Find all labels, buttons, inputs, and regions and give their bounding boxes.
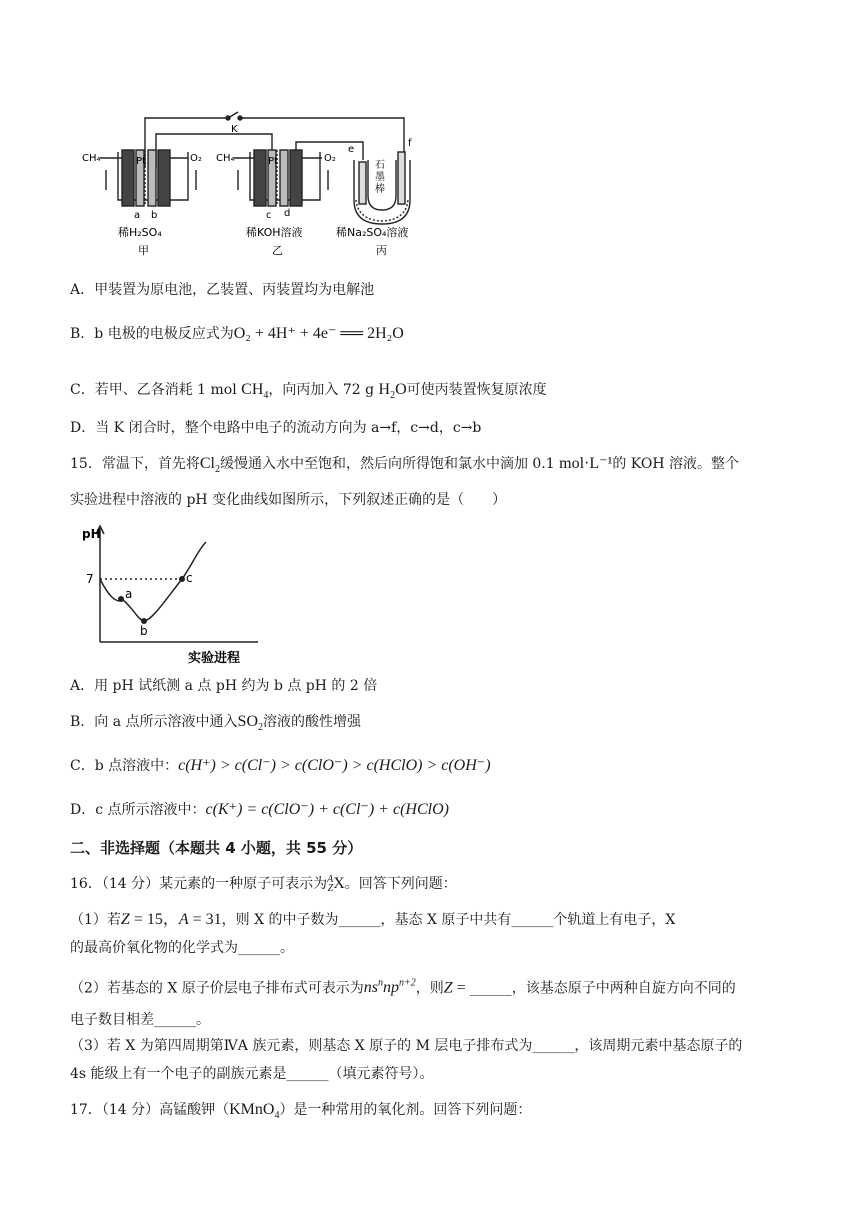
x-axis-label: 实验进程 <box>188 651 241 666</box>
q14-option-c <box>70 380 547 406</box>
q14-option-c-text2: ，向丙加入 72 g <box>268 382 379 398</box>
q15-stem-line1 <box>70 454 739 480</box>
q16-stem-text2: 。回答下列问题： <box>344 876 457 892</box>
electrode-a: a <box>134 210 141 221</box>
point-c <box>179 576 185 582</box>
so2-formula: $SO_2$ <box>237 713 263 734</box>
z-symbol: Z <box>443 979 453 997</box>
q16-part2: （2）若基态的 X 原子价层电子排布式可表示为$ns^nnp^{n+2}$，则Z = ______，该基态原子中两种自旋方向不同的 <box>70 978 736 997</box>
caption-jia-solution: 稀H₂SO₄ <box>118 226 162 239</box>
caption-bing-solution: 稀Na₂SO₄溶液 <box>336 226 409 239</box>
point-b-label: b <box>140 624 148 638</box>
q15-option-c <box>70 756 491 776</box>
q15-option-c-expression: c(H⁺) > c(Cl⁻) > c(ClO⁻) > c(HClO) > c(OH⁻) <box>178 757 491 774</box>
q16-part3: （3）若 X 为第四周期第ⅣA 族元素，则基态 X 原子的 M 层电子排布式为______，该周期元素中基态原子的 <box>70 1038 743 1054</box>
q15-text1: 15．常温下，首先将 <box>70 456 200 472</box>
ch4-formula: $CH_4$ <box>241 381 269 402</box>
pt-label-jia: Pt <box>136 156 146 167</box>
valence-config: $ns^nnp^{n+2}$ <box>363 978 416 997</box>
q14-option-b-text: B．b 电极的电极反应式为 <box>70 326 234 342</box>
q14-option-b-equation: O₂ + 4H⁺ + 4e⁻ ══ 2H₂O <box>233 325 404 342</box>
q15-option-b-text1: B．向 a 点所示溶液中通入 <box>70 714 238 730</box>
pt-label-yi: Pt <box>268 156 278 167</box>
q14-option-b <box>70 324 404 344</box>
q16-part1-condition: Z = 15，A = 31 <box>120 911 222 928</box>
q16-stem-text1: 16．（14 分）某元素的一种原子可表示为 <box>70 876 328 892</box>
electrode-d: d <box>284 208 291 219</box>
nuclide-symbol: A ZX <box>327 874 345 895</box>
o2-label-yi: O₂ <box>324 153 336 164</box>
q16-part2-cont: 电子数目相差______。 <box>70 1012 210 1028</box>
q15-text3: 的 KOH 溶液。整个 <box>612 456 740 472</box>
ch4-label-jia: CH₄ <box>82 153 101 164</box>
electrode-b: b <box>151 210 158 221</box>
q15-text2: 缓慢通入水中至饱和，然后向所得饱和氯水中滴加 0.1 <box>219 456 560 472</box>
graphite-2: 墨 <box>375 172 385 183</box>
q14-option-c-text1: C．若甲、乙各消耗 1 mol <box>70 382 242 398</box>
q15-option-b <box>70 712 361 738</box>
electrochemistry-figure <box>78 100 428 268</box>
q17-text1: 17．（14 分）高锰酸钾（ <box>70 1102 230 1118</box>
point-a <box>118 596 124 602</box>
ph-curve-graph <box>78 520 278 670</box>
switch-label: K <box>231 124 238 135</box>
concentration-unit: mol·L⁻¹ <box>559 455 613 472</box>
electrode-f: f <box>408 138 412 149</box>
q16-part2-text2: ，则 <box>415 980 444 997</box>
point-c-label: c <box>186 571 193 585</box>
q15-stem-line2: 实验进程中溶液的 pH 变化曲线如图所示，下列叙述正确的是（ ） <box>70 492 507 508</box>
q15-option-a: A．用 pH 试纸测 a 点 pH 约为 b 点 pH 的 2 倍 <box>70 678 378 694</box>
q15-option-b-text2: 溶液的酸性增强 <box>263 714 361 730</box>
q16-part3-cont: 4s 能级上有一个电子的副族元素是______（填元素符号）。 <box>70 1066 434 1082</box>
cl2-formula: $Cl_2$ <box>199 455 220 476</box>
h2o-formula: $H_2O$ <box>378 381 407 402</box>
caption-yi: 乙 <box>272 244 283 257</box>
q15-option-d <box>70 800 449 820</box>
q14-option-d: D．当 K 闭合时，整个电路中电子的流动方向为 a→f，c→d，c→b <box>70 420 482 436</box>
q16-part1 <box>70 910 675 930</box>
graphite-1: 石 <box>375 160 385 171</box>
q14-option-c-text3: 可使丙装置恢复原浓度 <box>406 382 547 398</box>
q16-part1-text2: ，则 X 的中子数为______，基态 X 原子中共有______个轨道上有电子，X <box>221 912 676 928</box>
caption-jia: 甲 <box>138 244 149 257</box>
electrode-c: c <box>266 210 272 221</box>
caption-bing: 丙 <box>376 244 387 257</box>
ph-axis-label: pH <box>82 527 101 541</box>
ph-tick-7: 7 <box>86 572 94 586</box>
point-a-label: a <box>125 587 133 601</box>
o2-label-jia: O₂ <box>190 153 202 164</box>
graphite-3: 棒 <box>375 184 385 195</box>
kmno4-formula: KMnO$_4$ <box>229 1101 280 1122</box>
section-heading: 二、非选择题（本题共 4 小题，共 55 分） <box>70 839 363 857</box>
q14-option-a: A．甲装置为原电池，乙装置、丙装置均为电解池 <box>70 282 375 298</box>
q15-option-d-text: D．c 点所示溶液中： <box>70 802 206 818</box>
q15-option-c-text: C．b 点溶液中： <box>70 758 179 774</box>
q17-stem <box>70 1100 531 1126</box>
q15-option-d-expression: c(K⁺) = c(ClO⁻) + c(Cl⁻) + c(HClO) <box>205 801 449 818</box>
q16-part1-cont: 的最高价氧化物的化学式为______。 <box>70 940 294 956</box>
q17-text2: ）是一种常用的氧化剂。回答下列问题： <box>279 1102 532 1118</box>
ch4-label-yi: CH₄ <box>216 153 235 164</box>
q16-part2-text3: ______，该基态原子中两种自旋方向不同的 <box>469 980 736 997</box>
q16-part1-text1: （1）若 <box>70 912 121 928</box>
electrode-e: e <box>348 144 355 155</box>
caption-yi-solution: 稀KOH溶液 <box>246 226 303 239</box>
q16-stem <box>70 874 457 894</box>
q16-part2-text1: （2）若基态的 X 原子价层电子排布式可表示为 <box>70 980 364 997</box>
